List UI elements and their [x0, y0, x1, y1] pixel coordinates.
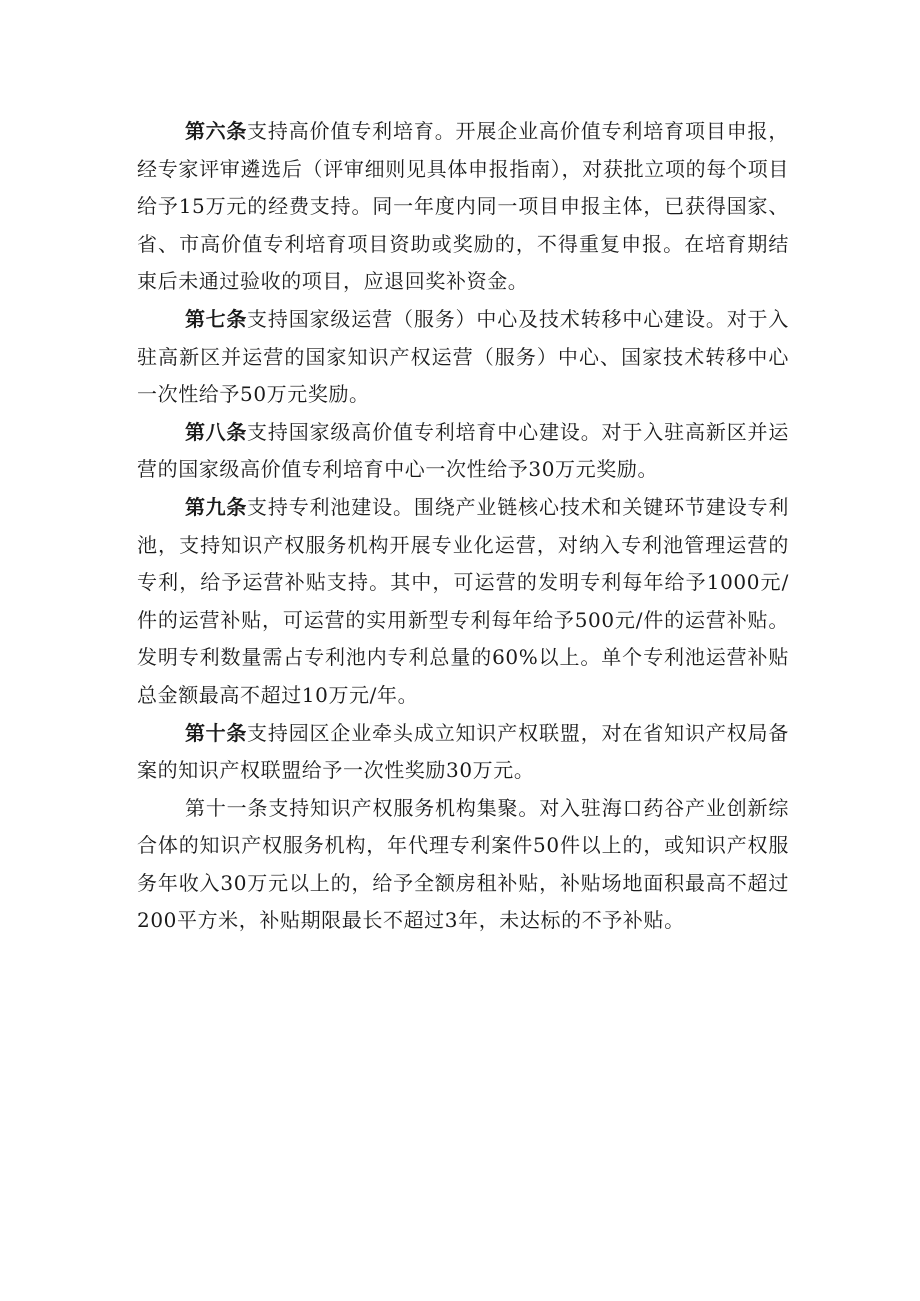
article-9 — [137, 489, 789, 715]
article-text: 支持高价值专利培育。开展企业高价值专利培育项目申报，经专家评审遴选后（评审细则见具体申报指南），对获批立项的每个项目给予15万元的经费支持。同一年度内同一项目申报主体，已获得国家、省、市高价值专利培育项目资助或奖励的，不得重复申报。在培育期结束后未通过验收的项目，应退回奖补资金。 — [137, 119, 790, 294]
article-text: 支持专利池建设。围绕产业链核心技术和关键环节建设专利池，支持知识产权服务机构开展专业化运营，对纳入专利池管理运营的专利，给予运营补贴支持。其中，可运营的发明专利每年给予1000元/件的运营补贴，可运营的实用新型专利每年给予500元/件的运营补贴。发明专利数量需占专利池内专利总量的60%以上。单个专利池运营补贴总金额最高不超过10万元/年。 — [137, 494, 790, 707]
article-8 — [137, 414, 789, 489]
article-heading: 第十条 — [185, 720, 247, 745]
article-text: 支持园区企业牵头成立知识产权联盟，对在省知识产权局备案的知识产权联盟给予一次性奖励30万元。 — [137, 720, 790, 783]
article-11 — [137, 790, 789, 940]
article-heading: 第九条 — [185, 494, 247, 519]
article-6 — [137, 113, 789, 301]
article-text: 支持国家级高价值专利培育中心建设。对于入驻高新区并运营的国家级高价值专利培育中心一次性给予30万元奖励。 — [137, 419, 790, 482]
article-heading: 第七条 — [185, 306, 247, 331]
article-7 — [137, 301, 789, 414]
article-text: 支持国家级运营（服务）中心及技术转移中心建设。对于入驻高新区并运营的国家知识产权运营（服务）中心、国家技术转移中心一次性给予50万元奖励。 — [137, 306, 790, 407]
document-body — [137, 113, 789, 940]
article-10 — [137, 715, 789, 790]
article-heading: 第八条 — [185, 419, 247, 444]
article-text: 第十一条支持知识产权服务机构集聚。对入驻海口药谷产业创新综合体的知识产权服务机构，年代理专利案件50件以上的，或知识产权服务年收入30万元以上的，给予全额房租补贴，补贴场地面积最高不超过200平方米，补贴期限最长不超过3年，未达标的不予补贴。 — [137, 795, 789, 933]
article-heading: 第六条 — [185, 119, 247, 143]
